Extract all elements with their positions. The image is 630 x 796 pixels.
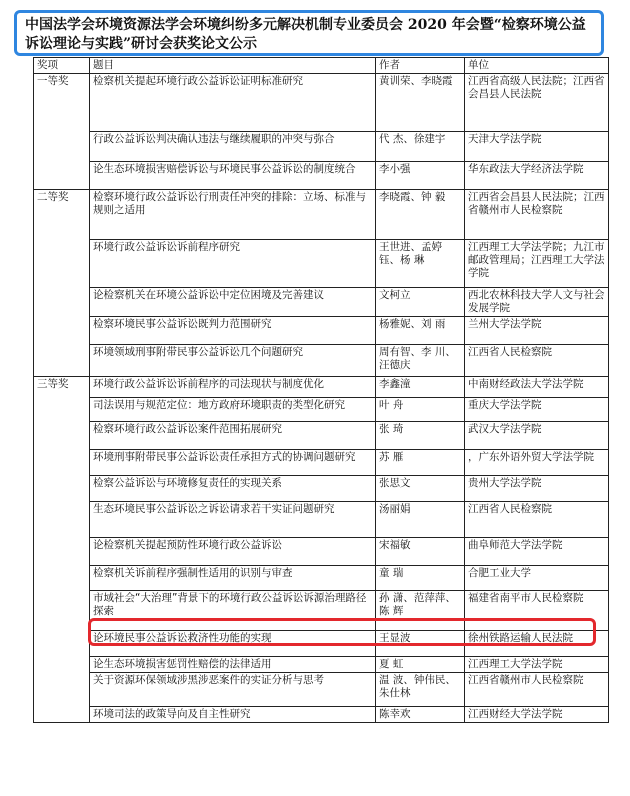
author-cell: 童 瑞 (376, 566, 465, 591)
prize-cell: 二等奖 (34, 190, 90, 377)
topic-cell: 检察机关提起环境行政公益诉讼证明标准研究 (90, 74, 376, 132)
topic-cell: 论生态环境损害赔偿诉讼与环境民事公益诉讼的制度统合 (90, 162, 376, 190)
author-cell: 王世进、孟婷钰、杨 琳 (376, 240, 465, 288)
table-row (34, 345, 609, 377)
table-row (34, 398, 609, 422)
unit-cell: 江西财经大学法学院 (465, 707, 609, 723)
topic-cell: 检察机关诉前程序强制性适用的识别与审查 (90, 566, 376, 591)
author-cell: 杨雅妮、刘 雨 (376, 317, 465, 345)
prize-cell: 一等奖 (34, 74, 90, 190)
unit-cell: 天津大学法学院 (465, 132, 609, 162)
topic-cell: 行政公益诉讼判决确认违法与继续履职的冲突与弥合 (90, 132, 376, 162)
topic-cell: 检察环境行政公益诉讼行刑责任冲突的排除：立场、标准与规则之适用 (90, 190, 376, 240)
topic-cell: 环境领域刑事附带民事公益诉讼几个问题研究 (90, 345, 376, 377)
author-cell: 李鑫潼 (376, 377, 465, 398)
author-cell: 周有智、李 川、汪德庆 (376, 345, 465, 377)
title-highlight-box (14, 10, 604, 56)
topic-cell: 环境刑事附带民事公益诉讼责任承担方式的协调问题研究 (90, 450, 376, 476)
topic-cell: 生态环境民事公益诉讼之诉讼请求若干实证问题研究 (90, 502, 376, 538)
table-row (34, 377, 609, 398)
author-cell: 李晓霞、钟 毅 (376, 190, 465, 240)
table-row (34, 450, 609, 476)
author-cell: 张 琦 (376, 422, 465, 450)
topic-cell: 检察环境民事公益诉讼既判力范围研究 (90, 317, 376, 345)
author-cell: 王显波 (376, 631, 465, 657)
author-cell: 苏 雁 (376, 450, 465, 476)
table-row (34, 422, 609, 450)
unit-cell: 江西省人民检察院 (465, 502, 609, 538)
table-row (34, 240, 609, 288)
unit-cell: 兰州大学法学院 (465, 317, 609, 345)
topic-cell: 环境行政公益诉讼诉前程序研究 (90, 240, 376, 288)
topic-cell: 论检察机关在环境公益诉讼中定位困境及完善建议 (90, 288, 376, 317)
table-row (34, 566, 609, 591)
prize-cell: 三等奖 (34, 377, 90, 723)
author-cell: 黄训荣、李晓霞 (376, 74, 465, 132)
author-cell: 张思文 (376, 476, 465, 502)
table-row (34, 317, 609, 345)
header-author: 作者 (376, 58, 465, 74)
unit-cell: 中南财经政法大学法学院 (465, 377, 609, 398)
page-title: 中国法学会环境资源法学会环境纠纷多元解决机制专业委员会 2020 年会暨“检察环境公益诉讼理论与实践”研讨会获奖论文公示 (25, 17, 586, 52)
unit-cell: 贵州大学法学院 (465, 476, 609, 502)
unit-cell: 重庆大学法学院 (465, 398, 609, 422)
topic-cell: 检察公益诉讼与环境修复责任的实现关系 (90, 476, 376, 502)
table-row (34, 288, 609, 317)
unit-cell: 武汉大学法学院 (465, 422, 609, 450)
table-row (34, 476, 609, 502)
unit-cell: 曲阜师范大学法学院 (465, 538, 609, 566)
unit-cell: 江西省会昌县人民法院；江西省赣州市人民检察院 (465, 190, 609, 240)
author-cell: 温 波、钟伟民、朱仕林 (376, 673, 465, 707)
author-cell: 汤丽娟 (376, 502, 465, 538)
unit-cell: ，广东外语外贸大学法学院 (465, 450, 609, 476)
table-row (34, 657, 609, 673)
author-cell: 夏 虹 (376, 657, 465, 673)
author-cell: 李小强 (376, 162, 465, 190)
table-row (34, 502, 609, 538)
table-row (34, 132, 609, 162)
topic-cell: 检察环境行政公益诉讼案件范围拓展研究 (90, 422, 376, 450)
table-row (34, 190, 609, 240)
unit-cell: 西北农林科技大学人文与社会发展学院 (465, 288, 609, 317)
unit-cell: 江西省赣州市人民检察院 (465, 673, 609, 707)
row-highlight-box (88, 618, 596, 646)
table-row (34, 538, 609, 566)
topic-cell: 环境司法的政策导向及自主性研究 (90, 707, 376, 723)
author-cell: 孙 潇、范萍萍、陈 辉 (376, 591, 465, 631)
topic-cell: 关于资源环保领域涉黑涉恶案件的实证分析与思考 (90, 673, 376, 707)
unit-cell: 华东政法大学经济法学院 (465, 162, 609, 190)
author-cell: 叶 舟 (376, 398, 465, 422)
author-cell: 代 杰、徐建宇 (376, 132, 465, 162)
unit-cell: 福建省南平市人民检察院 (465, 591, 609, 631)
author-cell: 陈幸欢 (376, 707, 465, 723)
table-row (34, 74, 609, 132)
header-prize: 奖项 (34, 58, 90, 74)
table-row (34, 673, 609, 707)
header-topic: 题目 (90, 58, 376, 74)
author-cell: 文柯立 (376, 288, 465, 317)
topic-cell: 论检察机关提起预防性环境行政公益诉讼 (90, 538, 376, 566)
unit-cell: 江西理工大学法学院；九江市邮政管理局；江西理工大学法学院 (465, 240, 609, 288)
topic-cell: 环境行政公益诉讼诉前程序的司法现状与制度优化 (90, 377, 376, 398)
header-unit: 单位 (465, 58, 609, 74)
table-row (34, 162, 609, 190)
unit-cell: 合肥工业大学 (465, 566, 609, 591)
unit-cell: 江西理工大学法学院 (465, 657, 609, 673)
unit-cell: 江西省高级人民法院；江西省会昌县人民法院 (465, 74, 609, 132)
topic-cell: 市域社会“大治理”背景下的环境行政公益诉讼诉源治理路径探索 (90, 591, 376, 631)
table-row (34, 707, 609, 723)
topic-cell: 司法误用与规范定位：地方政府环境职责的类型化研究 (90, 398, 376, 422)
table-header-row (34, 58, 609, 74)
unit-cell: 徐州铁路运输人民法院 (465, 631, 609, 657)
topic-cell: 论生态环境损害惩罚性赔偿的法律适用 (90, 657, 376, 673)
topic-cell: 论环境民事公益诉讼救济性功能的实现 (90, 631, 376, 657)
author-cell: 宋福敏 (376, 538, 465, 566)
unit-cell: 江西省人民检察院 (465, 345, 609, 377)
